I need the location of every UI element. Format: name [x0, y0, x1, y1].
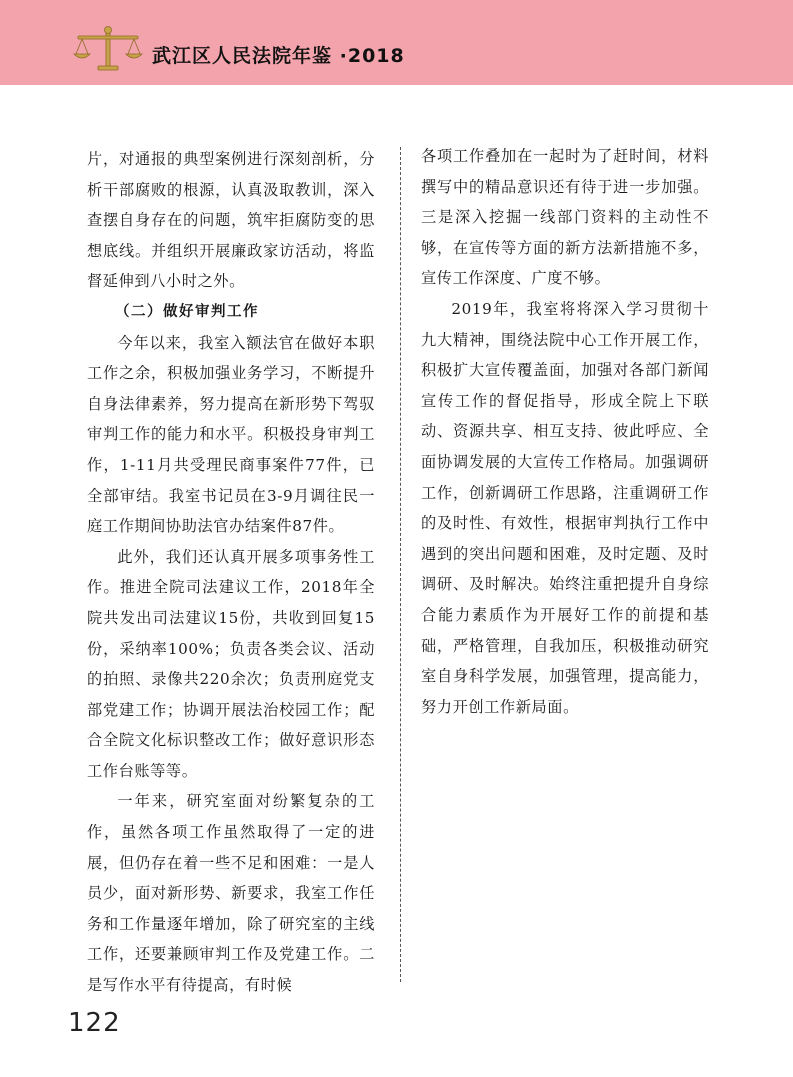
page-header-band	[0, 0, 793, 85]
scales-of-justice-icon	[72, 24, 144, 72]
paragraph-trial-work: 今年以来，我室入额法官在做好本职工作之余，积极加强业务学习，不断提升自身法律素养，努力提高在新形势下驾驭审判工作的能力和水平。积极投身审判工作，1-11月共受理民商事案件77件，已全部审结。我室书记员在3-9月调往民一庭工作期间协助法官办结案件87件。	[87, 333, 375, 536]
section-subheading: （二）做好审判工作	[115, 303, 259, 320]
right-text-column	[421, 141, 709, 722]
paragraph-continued: 片，对通报的典型案例进行深刻剖析，分析干部腐败的根源，认真汲取教训，深入查摆自身存在的问题，筑牢拒腐防变的思想底线。并组织开展廉政家访活动，将监督延伸到八小时之外。	[87, 150, 375, 291]
paragraph-difficulties: 一年来，研究室面对纷繁复杂的工作，虽然各项工作虽然取得了一定的进展，但仍存在着一些不足和困难：一是人员少，面对新形势、新要求，我室工作任务和工作量逐年增加，除了研究室的主线工作，还要兼顾审判工作及党建工作。二是写作水平有待提高，有时候	[87, 792, 375, 995]
yearbook-year: 2018	[347, 45, 405, 67]
paragraph-affairs: 此外，我们还认真开展多项事务性工作。推进全院司法建议工作，2018年全院共发出司法建议15份，共收到回复15份，采纳率100%；负责各类会议、活动的拍照、录像共220余次；负责刑庭党支部党建工作；协调开展法治校园工作；配合全院文化标识整改工作；做好意识形态工作台账等等。	[87, 547, 375, 780]
yearbook-title	[152, 41, 405, 68]
paragraph-continued-right: 各项工作叠加在一起时为了赶时间，材料撰写中的精品意识还有待于进一步加强。三是深入挖掘一线部门资料的主动性不够，在宣传等方面的新方法新措施不多，宣传工作深度、广度不够。	[421, 147, 709, 288]
yearbook-name: 武江区人民法院年鉴	[152, 45, 333, 67]
column-divider	[400, 147, 401, 982]
left-text-column	[87, 144, 375, 1001]
title-separator: ·	[339, 45, 348, 67]
page-number: 122	[68, 1008, 121, 1038]
paragraph-plan-2019: 2019年，我室将将深入学习贯彻十九大精神，围绕法院中心工作开展工作，积极扩大宣传覆盖面，加强对各部门新闻宣传工作的督促指导，形成全院上下联动、资源共享、相互支持、彼此呼应、全面协调发展的大宣传工作格局。加强调研工作，创新调研工作思路，注重调研工作的及时性、有效性，根据审判执行工作中遇到的突出问题和困难，及时定题、及时调研、及时解决。始终注重把提升自身综合能力素质作为开展好工作的前提和基础，严格管理，自我加压，积极推动研究室自身科学发展，加强管理，提高能力，努力开创工作新局面。	[421, 299, 709, 716]
